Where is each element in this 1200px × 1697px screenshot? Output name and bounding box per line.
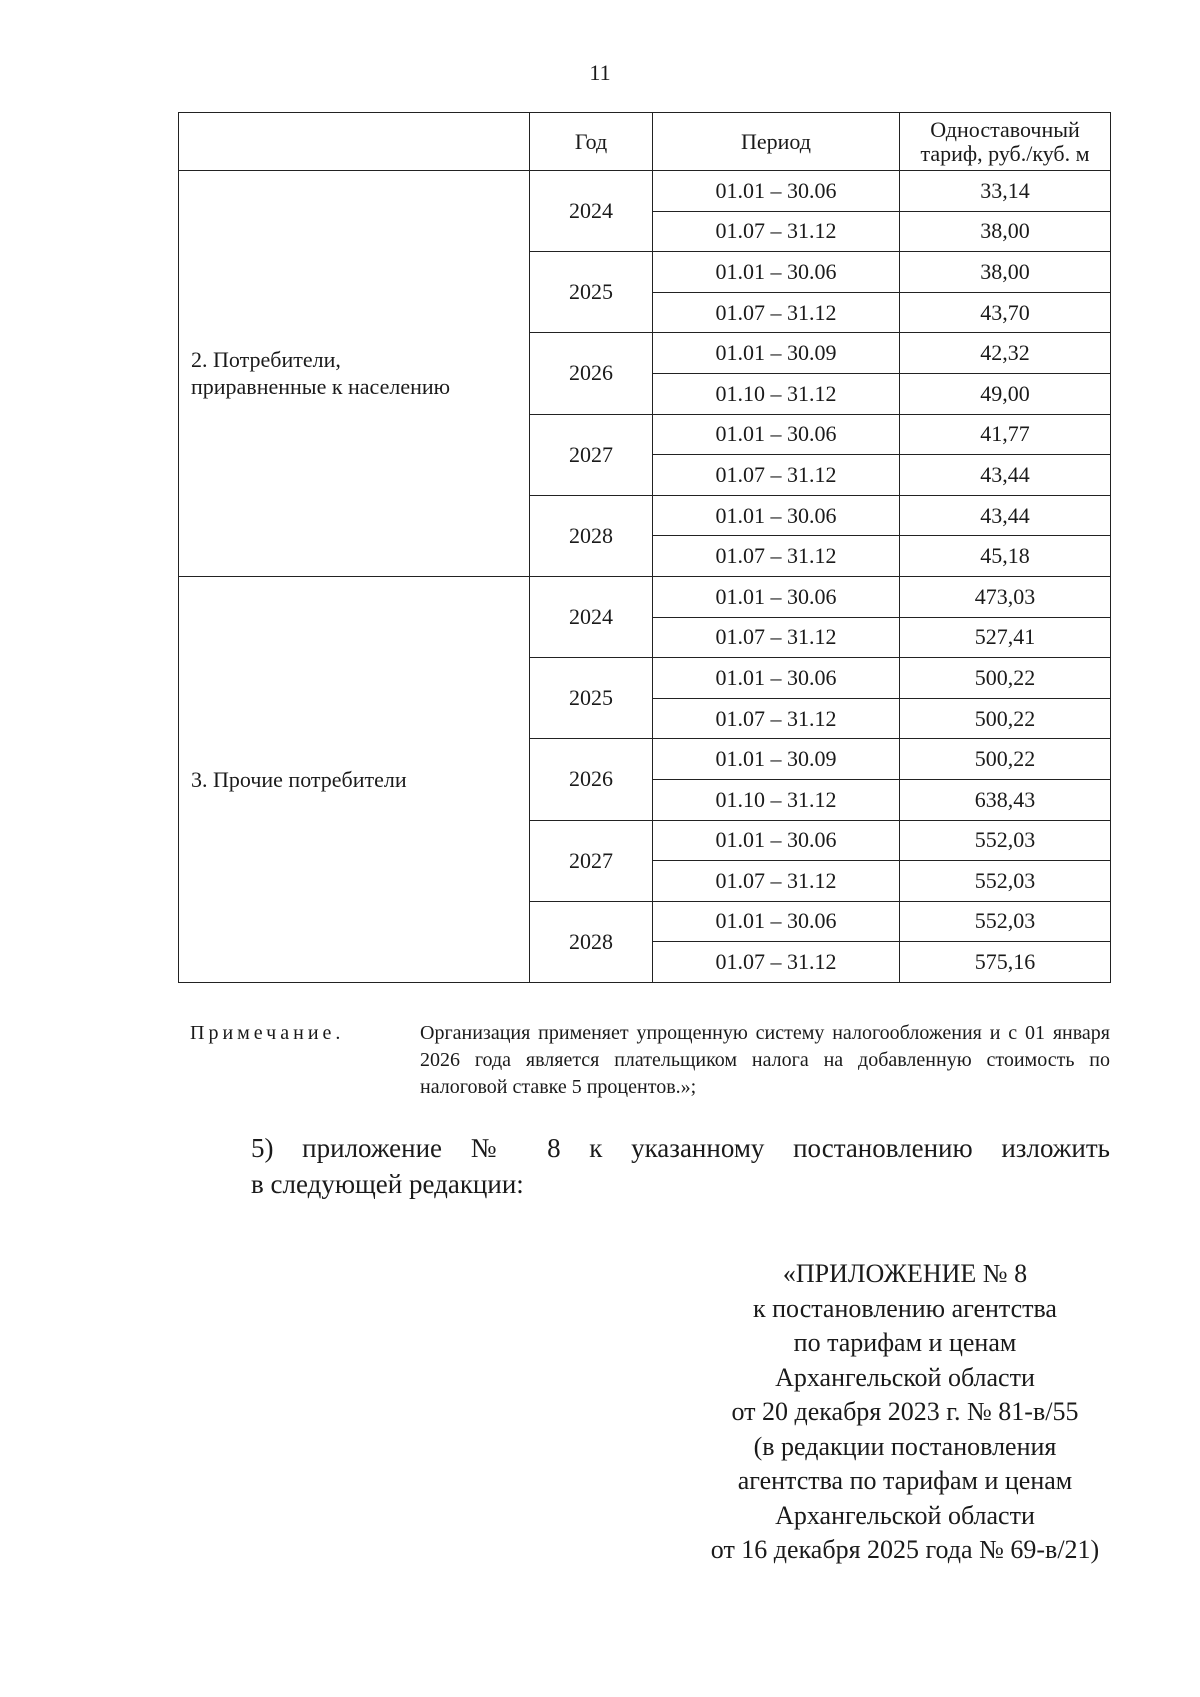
year-cell: 2026 <box>530 333 653 414</box>
item-5-paragraph <box>178 1130 1110 1202</box>
tariff-cell: 38,00 <box>900 252 1111 293</box>
tariff-cell: 33,14 <box>900 171 1111 212</box>
period-cell: 01.01 – 30.06 <box>653 658 900 699</box>
tariff-cell: 500,22 <box>900 658 1111 699</box>
appendix-line: (в редакции постановления <box>753 1431 1057 1461</box>
header-tariff <box>900 113 1111 171</box>
appendix-line: агентства по тарифам и ценам <box>737 1466 1073 1495</box>
tariff-cell: 500,22 <box>900 698 1111 739</box>
tariff-cell: 500,22 <box>900 739 1111 780</box>
appendix-line: Архангельской области <box>775 1362 1035 1392</box>
period-cell: 01.01 – 30.09 <box>653 333 900 374</box>
table-row <box>179 171 1111 212</box>
note-label: Примечание. <box>190 1022 345 1044</box>
appendix-line: от 16 декабря 2025 года № 69-в/21) <box>710 1535 1100 1564</box>
period-cell: 01.01 – 30.06 <box>653 576 900 617</box>
period-cell: 01.01 – 30.06 <box>653 414 900 455</box>
tariff-table-body <box>179 171 1111 983</box>
tariff-cell: 38,00 <box>900 211 1111 252</box>
tariff-cell: 43,44 <box>900 455 1111 496</box>
header-tariff-line1: Одноставочный <box>930 116 1080 142</box>
year-cell: 2027 <box>530 414 653 495</box>
appendix-line: Архангельской области <box>775 1500 1035 1530</box>
header-tariff-line2: тариф, руб./куб. м <box>920 140 1090 166</box>
tariff-cell: 575,16 <box>900 942 1111 983</box>
tariff-table <box>178 112 1111 983</box>
consumer-category-line: приравненные к населению <box>191 374 451 400</box>
period-cell: 01.07 – 31.12 <box>653 617 900 658</box>
period-cell: 01.07 – 31.12 <box>653 698 900 739</box>
period-cell: 01.07 – 31.12 <box>653 211 900 252</box>
appendix-header <box>660 1257 1150 1568</box>
period-cell: 01.10 – 31.12 <box>653 779 900 820</box>
consumer-category <box>179 576 530 982</box>
year-cell: 2026 <box>530 739 653 820</box>
year-cell: 2027 <box>530 820 653 901</box>
appendix-line: по тарифам и ценам <box>793 1328 1017 1357</box>
header-period: Период <box>653 113 900 171</box>
appendix-line: к постановлению агентства <box>753 1293 1057 1323</box>
tariff-cell: 41,77 <box>900 414 1111 455</box>
year-cell: 2028 <box>530 495 653 576</box>
consumer-category <box>179 171 530 577</box>
item-5-line2: в следующей редакции: <box>251 1169 524 1199</box>
period-cell: 01.07 – 31.12 <box>653 942 900 983</box>
tariff-cell: 552,03 <box>900 861 1111 902</box>
page-number: 11 <box>589 60 611 85</box>
tariff-table-header <box>179 113 1111 171</box>
tariff-cell: 552,03 <box>900 901 1111 942</box>
year-cell: 2028 <box>530 901 653 982</box>
consumer-category-line: 3. Прочие потребители <box>191 766 407 792</box>
header-year: Год <box>530 113 653 171</box>
tariff-cell: 43,44 <box>900 495 1111 536</box>
period-cell: 01.01 – 30.09 <box>653 739 900 780</box>
tariff-cell: 638,43 <box>900 779 1111 820</box>
tariff-cell: 45,18 <box>900 536 1111 577</box>
year-cell: 2025 <box>530 252 653 333</box>
period-cell: 01.01 – 30.06 <box>653 171 900 212</box>
year-cell: 2024 <box>530 171 653 252</box>
header-consumer <box>179 113 530 171</box>
tariff-cell: 552,03 <box>900 820 1111 861</box>
period-cell: 01.07 – 31.12 <box>653 292 900 333</box>
year-cell: 2024 <box>530 576 653 657</box>
tariff-cell: 49,00 <box>900 373 1111 414</box>
period-cell: 01.07 – 31.12 <box>653 536 900 577</box>
item-5-line1: 5) приложение № 8 к указанному постановлению изложить <box>251 1133 1110 1163</box>
table-row <box>179 576 1111 617</box>
note-text: Организация применяет упрощенную систему налогообложения и с 01 января 2026 года является плательщиком налога на добавленную стоимость по налоговой ставке 5 процентов.»; <box>420 1022 1110 1098</box>
tariff-cell: 43,70 <box>900 292 1111 333</box>
tariff-cell: 42,32 <box>900 333 1111 374</box>
tariff-cell: 527,41 <box>900 617 1111 658</box>
period-cell: 01.10 – 31.12 <box>653 373 900 414</box>
period-cell: 01.01 – 30.06 <box>653 901 900 942</box>
tariff-cell: 473,03 <box>900 576 1111 617</box>
period-cell: 01.01 – 30.06 <box>653 820 900 861</box>
consumer-category-line: 2. Потребители, <box>191 347 341 373</box>
period-cell: 01.01 – 30.06 <box>653 495 900 536</box>
year-cell: 2025 <box>530 658 653 739</box>
period-cell: 01.07 – 31.12 <box>653 861 900 902</box>
appendix-line: «ПРИЛОЖЕНИЕ № 8 <box>782 1259 1028 1288</box>
appendix-line: от 20 декабря 2023 г. № 81-в/55 <box>731 1397 1079 1426</box>
period-cell: 01.01 – 30.06 <box>653 252 900 293</box>
period-cell: 01.07 – 31.12 <box>653 455 900 496</box>
